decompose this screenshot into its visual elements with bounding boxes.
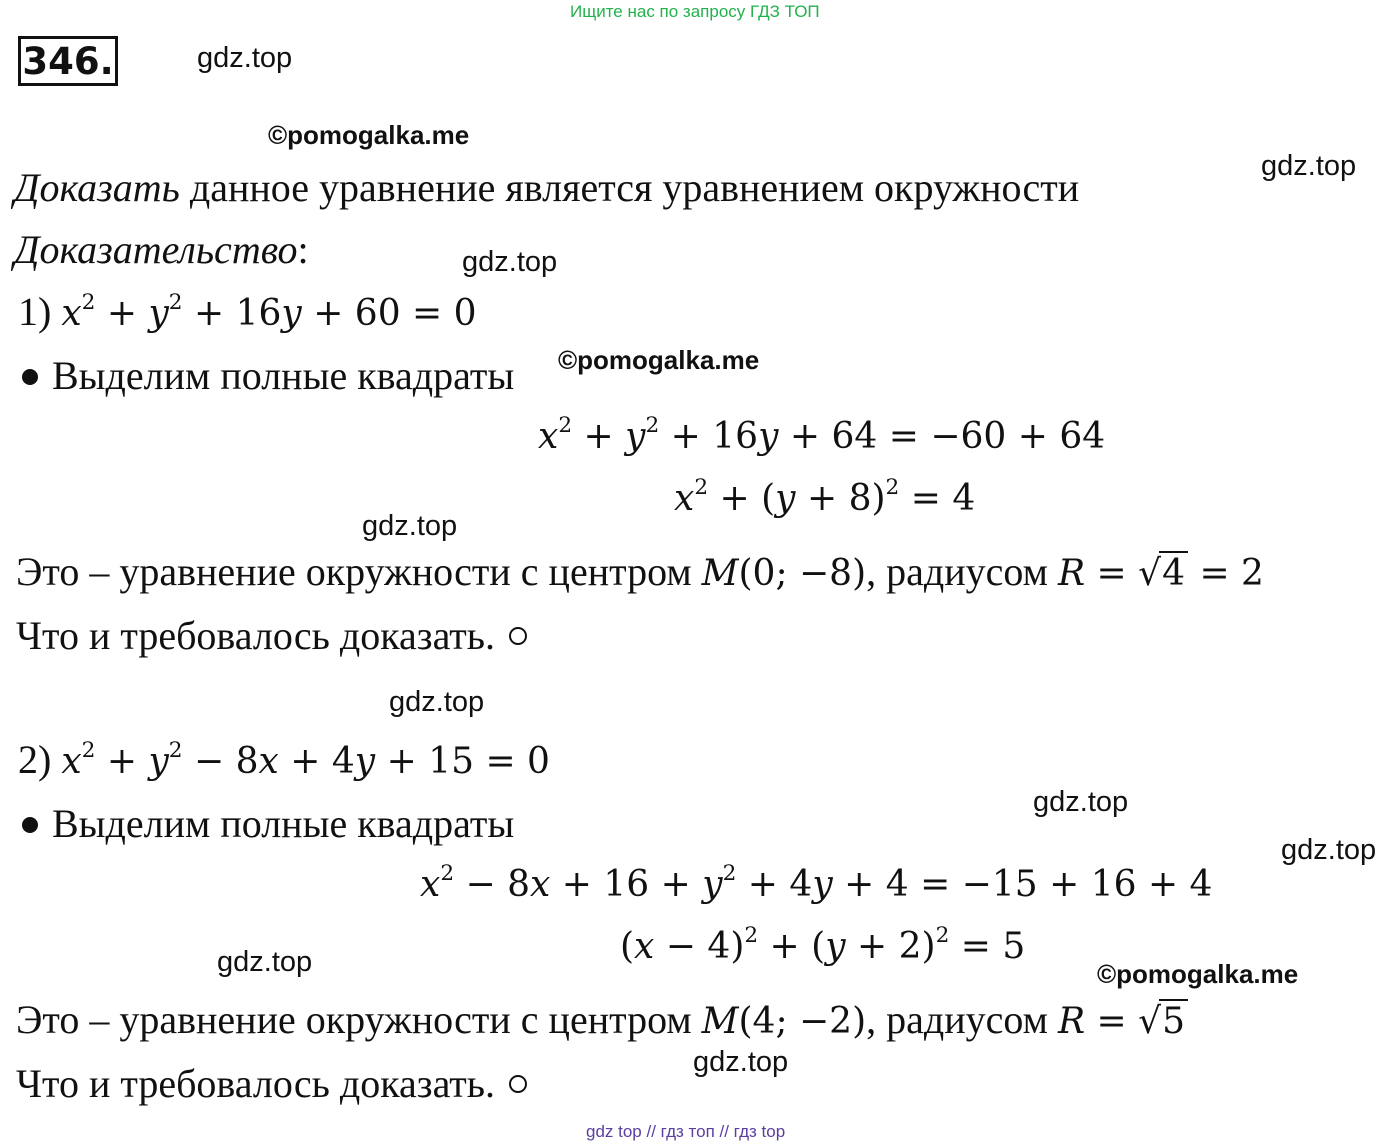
top-banner: Ищите нас по запросу ГДЗ ТОП — [570, 2, 820, 21]
task-lead: Доказать — [14, 165, 180, 210]
watermark-gdz: gdz.top — [462, 246, 558, 278]
watermark-pomogalka: ©pomogalka.me — [558, 345, 760, 375]
part1-step-text: Выделим полные квадраты — [52, 353, 515, 398]
part2-conclusion: Это – уравнение окружности с центром M(4; −2), радиусом R = √5 — [16, 996, 1188, 1043]
part1-equation: 1) $x^2 + y^2 + 16y + 60 = 0$ — [18, 289, 477, 334]
watermark-gdz: gdz.top — [693, 1046, 789, 1078]
problem-number: 346. — [18, 36, 118, 86]
part2-label: 2) — [18, 737, 62, 782]
watermark-gdz: gdz.top — [389, 686, 485, 718]
part1-qed-text: Что и требовалось доказать. — [16, 613, 496, 658]
part1-conclusion: Это – уравнение окружности с центром M(0; −8), радиусом R = √4 = 2 — [16, 549, 1264, 594]
part1-qed — [16, 612, 527, 659]
part1-work-line-2: $x^2 + (y + 8)^2 = 4$ — [674, 474, 976, 519]
qed-circle-icon — [509, 627, 527, 645]
part2-equation: 2) $x^2 + y^2 - 8x + 4y + 15 = 0$ — [18, 737, 550, 782]
task-text: данное уравнение является уравнением окружности — [179, 165, 1080, 210]
part2-qed-text: Что и требовалось доказать. — [16, 1061, 496, 1106]
bullet-icon — [22, 817, 38, 833]
part1-work-line-1: $x^2 + y^2 + 16y + 64 = -60 + 64$ — [538, 412, 1106, 457]
part2-work-line-1: $x^2 - 8x + 16 + y^2 + 4y + 4 = -15 + 16 + 4$ — [420, 860, 1213, 905]
part2-step-text: Выделим полные квадраты — [52, 801, 515, 846]
watermark-gdz: gdz.top — [1281, 834, 1377, 866]
proof-heading — [14, 226, 309, 273]
watermark-pomogalka: ©pomogalka.me — [268, 120, 470, 150]
part2-step — [22, 800, 514, 847]
part2-work-line-2: $(x - 4)^2 + (y + 2)^2 = 5$ — [620, 922, 1026, 967]
part2-qed — [16, 1060, 527, 1107]
part1-label: 1) — [18, 289, 62, 334]
task-statement — [14, 164, 1079, 211]
bullet-icon — [22, 369, 38, 385]
qed-circle-icon — [509, 1075, 527, 1093]
watermark-gdz: gdz.top — [217, 946, 313, 978]
proof-heading-text: Доказательство — [14, 227, 298, 272]
part1-step — [22, 352, 514, 399]
watermark-pomogalka: ©pomogalka.me — [1097, 959, 1299, 989]
footer-links[interactable]: gdz top // гдз топ // гдз top — [586, 1122, 786, 1141]
watermark-gdz: gdz.top — [197, 42, 293, 74]
proof-heading-colon: : — [297, 227, 309, 272]
watermark-gdz: gdz.top — [1033, 786, 1129, 818]
watermark-gdz: gdz.top — [1261, 150, 1357, 182]
watermark-gdz: gdz.top — [362, 510, 458, 542]
